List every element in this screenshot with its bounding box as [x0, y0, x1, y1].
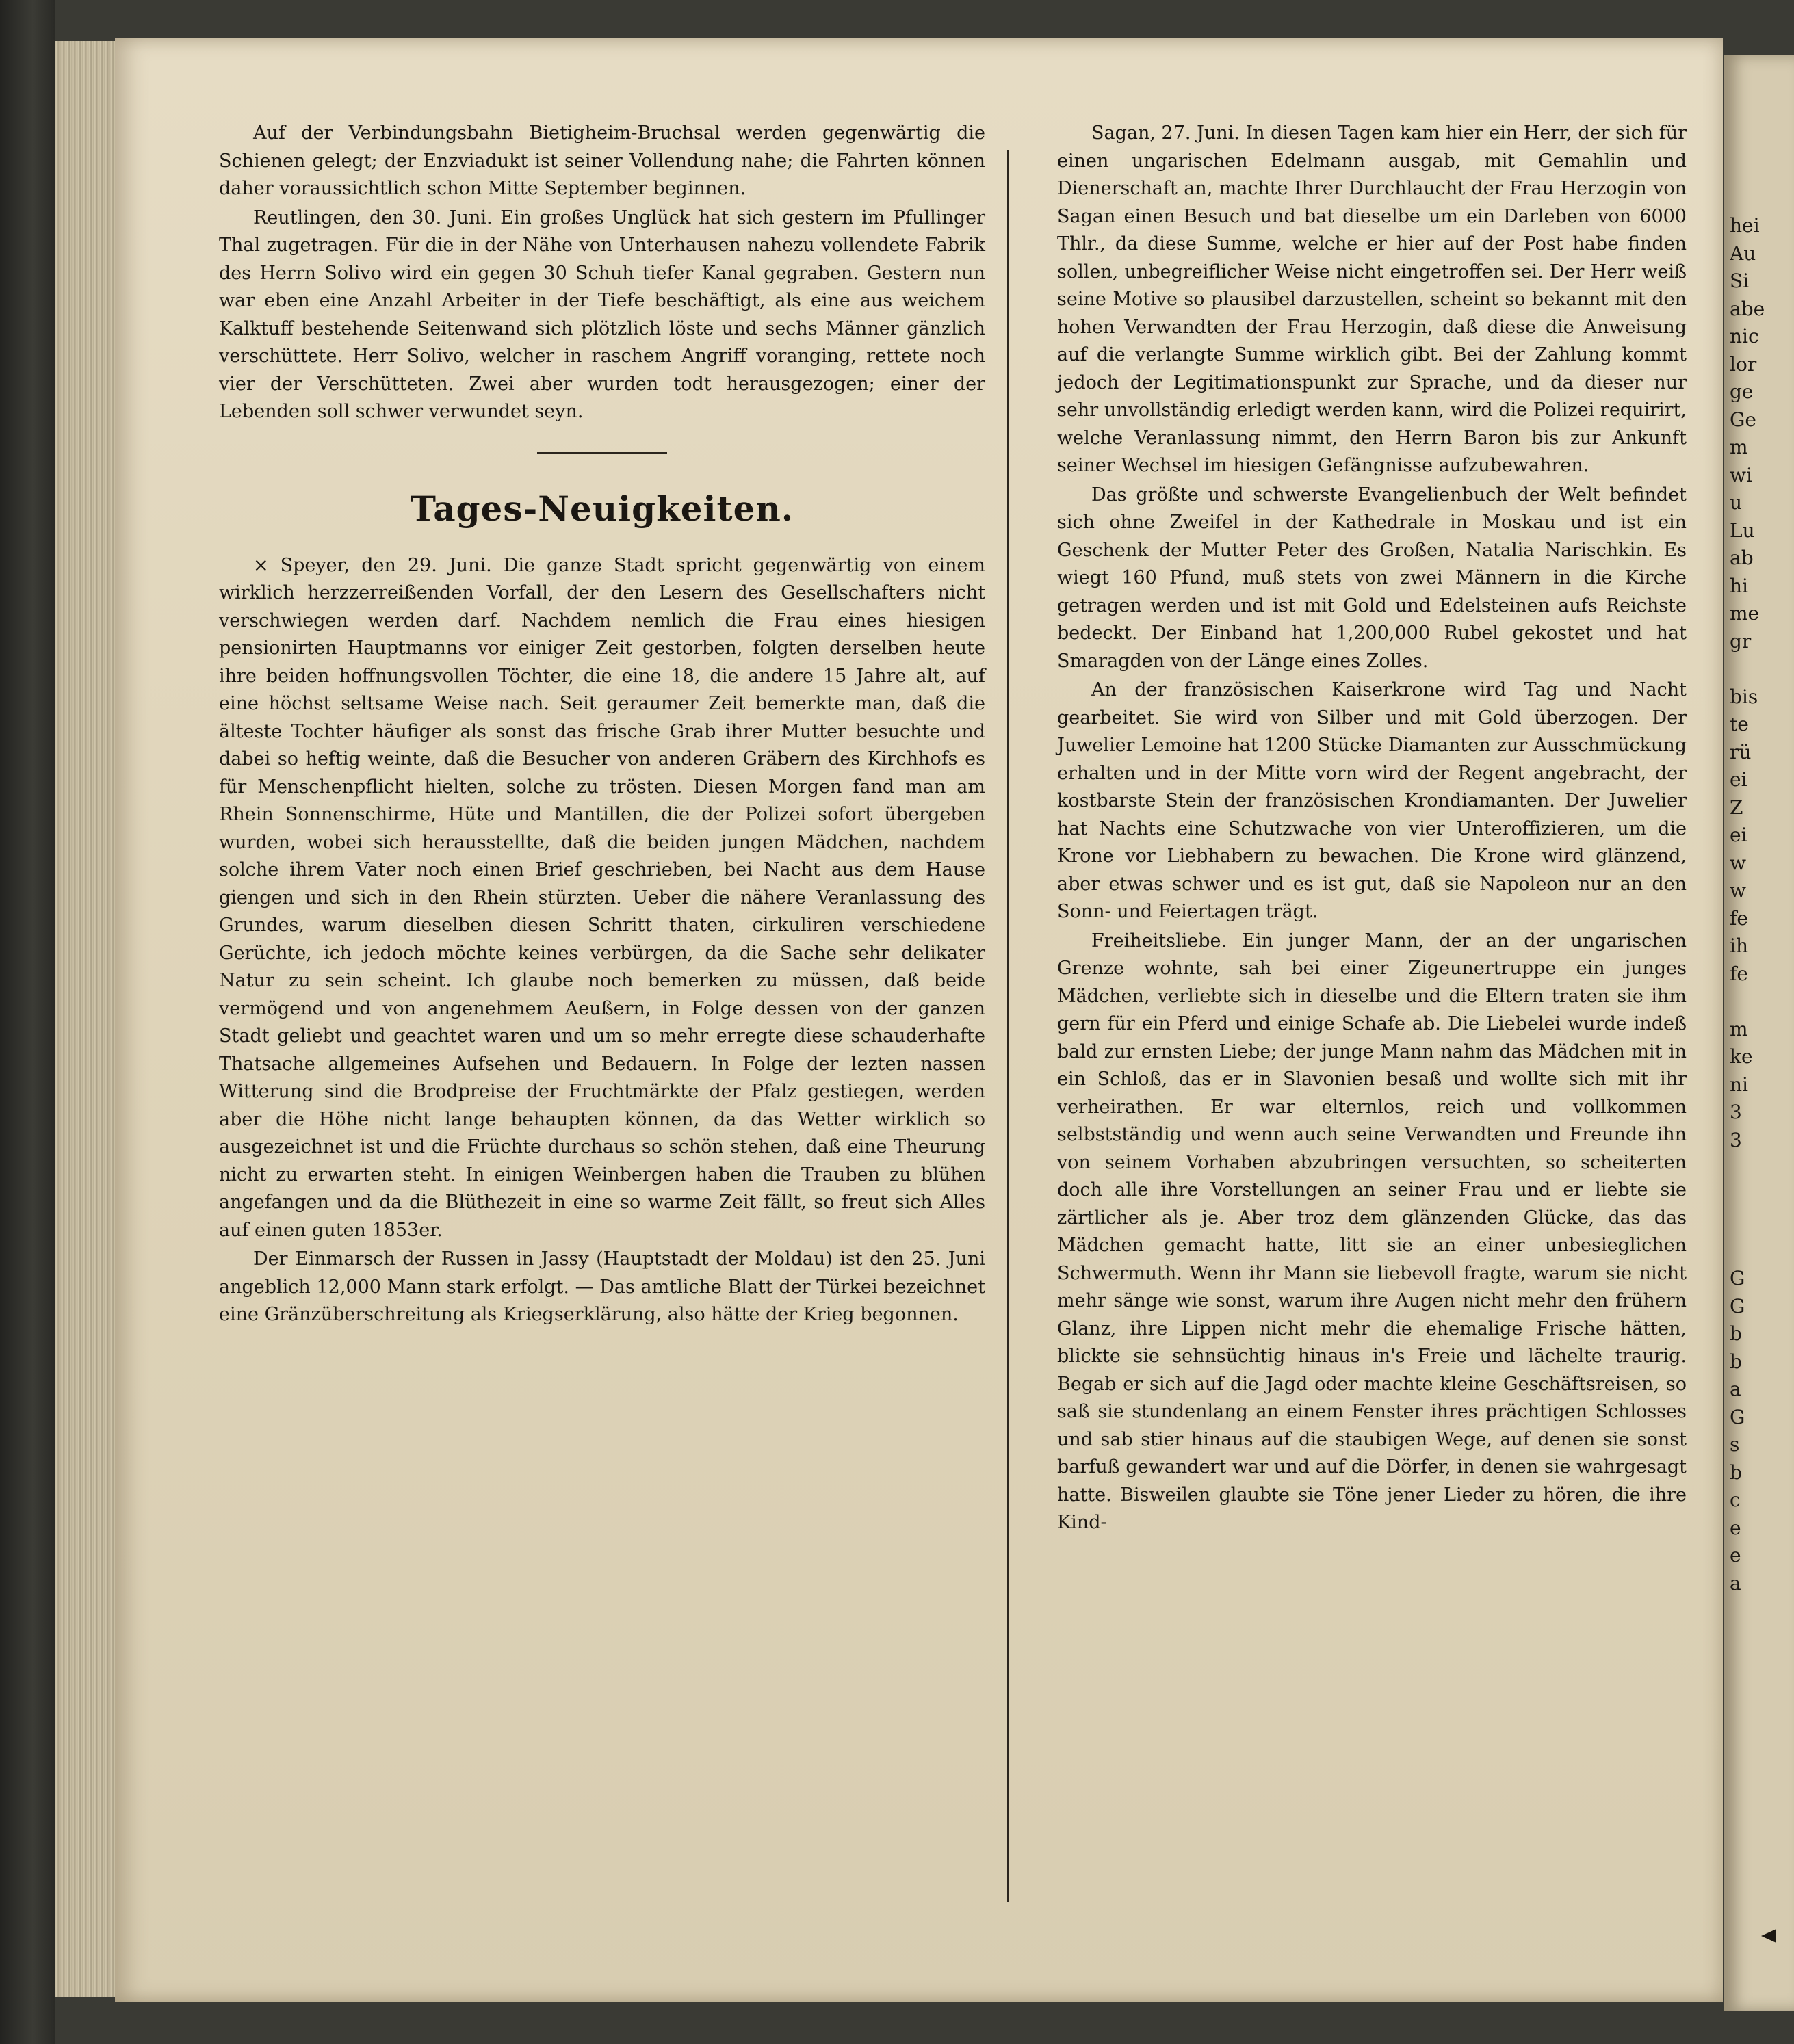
next-page-fragment: s [1730, 1433, 1740, 1456]
next-page-fragment [1730, 1764, 1793, 1792]
next-page-fragment [1730, 1736, 1793, 1764]
next-page-fragment: Si [1730, 270, 1750, 292]
next-page-fragment [1730, 1237, 1793, 1266]
next-page-fragment [1730, 1708, 1793, 1736]
next-page-fragment: Au [1730, 241, 1756, 265]
article-paragraph: Das größte und schwerste Evangelienbuch der Welt befindet sich ohne Zweifel in der Kathedrale in Moskau und ist ein Geschenk der Mutter Peter des Großen, Natalia Narischkin. Es wiegt 160 Pfund, muß stets von zwei Männern in die Kirche getragen werden und ist mit Gold und Edelsteinen aufs Reichste bedeckt. Der Einband hat 1,200,000 Rubel gekostet und hat Smaragden von der Länge eines Zolles. [1057, 484, 1687, 672]
next-page-fragment [1730, 1182, 1793, 1210]
next-page-fragment [1730, 1625, 1793, 1653]
page-edges [55, 41, 118, 1997]
next-page-fragment [1730, 1597, 1793, 1625]
next-page-fragment [1730, 655, 1793, 683]
next-page-fragment: w [1730, 851, 1746, 874]
next-page-text-fragments [1730, 212, 1793, 1958]
next-page-fragment [1730, 1154, 1793, 1182]
next-page-fragment: ei [1730, 768, 1747, 791]
next-page-fragment [1730, 1209, 1793, 1237]
next-page-fragment: G [1730, 1405, 1745, 1428]
next-page-fragment [1730, 988, 1793, 1016]
next-page-fragment: b [1730, 1322, 1742, 1345]
next-page-fragment: nic [1730, 325, 1759, 348]
next-page-fragment: G [1730, 1267, 1745, 1289]
article-paragraph: An der französischen Kaiserkrone wird Tag und Nacht gearbeitet. Sie wird von Silber und mit Gold überzogen. Der Juwelier Lemoine hat 1200 Stücke Diamanten zur Ausschmückung erhalten und in der Mitte vorn wird der Regent angebracht, der kostbarste Stein der französischen Krondiamanten. Der Juwelier hat Nachts eine Schutzwache von vier Unteroffizieren, um die Krone vor Liebhabern zu bewachen. Die Krone wird glänzend, aber etwas schwer und es ist gut, daß sie Napoleon nur an den Sonn- und Feiertagen trägt. [1057, 679, 1687, 922]
next-page-fragment: w [1730, 879, 1746, 902]
next-page-fragment [1730, 1902, 1793, 1930]
next-page-fragment: wi [1730, 463, 1752, 486]
article-paragraph: Freiheitsliebe. Ein junger Mann, der an der ungarischen Grenze wohnte, sah bei einer Zigeunertruppe ein junges Mädchen, verliebte sich in dieselbe und die Eltern traten sie ihm gern für ein Pferd und einige Schafe ab. Die Liebelei wurde indeß bald zur ernsten Liebe; der junge Mann nahm das Mädchen mit in ein Schloß, das er in Slavonien besaß und wollte sich mit ihr verheirathen. Er war elternlos, reich und vollkommen selbstständig und wenn auch seine Verwandten und Freunde ihn von seinem Vorhaben abzubringen versuchten, so scheiterten doch alle ihre Vorstellungen an seiner Frau und er liebte sie zärtlicher als je. Aber troz dem glänzenden Glücke, das das Mädchen gemacht hatte, litt sie an einer unbesieglichen Schwermuth. Wenn ihr Mann sie liebevoll fragte, warum sie nicht mehr sänge wie sonst, warum ihre Augen nicht mehr den frühern Glanz, ihre Lippen nicht mehr die ehemalige Frische hätten, blickte sie sehnsüchtig hinaus in's Freie und lächelte traurig. Begab er sich auf die Jagd oder machte kleine Geschäftsreisen, so saß sie stundenlang an einem Fenster ihres prächtigen Schlosses und sab stier hinaus auf die staubigen Wege, auf denen sie sonst barfuß gewandert war und auf die Dörfer, in denen sie wahrgesagt hatte. Bisweilen glaubte sie Töne jener Lieder zu hören, die ihre Kind- [1057, 930, 1687, 1533]
next-page-fragment: m [1730, 1017, 1748, 1040]
next-page-fragment: rü [1730, 740, 1752, 763]
section-divider [537, 452, 667, 454]
next-page-fragment: lor [1730, 352, 1757, 376]
next-page-fragment: ge [1730, 380, 1754, 403]
next-page-fragment: ei [1730, 824, 1747, 846]
next-page-fragment: me [1730, 602, 1760, 625]
next-page-fragment [1730, 1792, 1793, 1820]
next-page-fragment: hi [1730, 574, 1748, 597]
page-turn-mark [1761, 1929, 1776, 1943]
next-page-fragment: te [1730, 713, 1749, 735]
article-paragraph: × Speyer, den 29. Juni. Die ganze Stadt spricht gegenwärtig von einem wirklich herzzerreißenden Vorfall, der den Lesern des Gesellschafters nicht verschwiegen werden darf. Nachdem nemlich die Frau eines hiesigen pensionirten Hauptmanns vor einiger Zeit gestorben, folgten derselben heute ihre beiden hoffnungsvollen Töchter, die eine 18, die andere 15 Jahre alt, auf eine höchst seltsame Weise nach. Seit geraumer Zeit bemerkte man, daß die älteste Tochter häufiger als sonst das frische Grab ihrer Mutter besuchte und dabei so heftig weinte, daß die Besucher von anderen Gräbern des Kirchhofs es für Menschenpflicht hielten, solche zu trösten. Diesen Morgen fand man am Rhein Sonnenschirme, Hüte und Mantillen, die der Polizei sofort übergeben wurden, wobei sich herausstellte, daß die beiden jungen Mädchen, nachdem solche ihrem Vater noch einen Brief geschrieben, bei Nacht aus dem Hause giengen und sich in den Rhein stürzten. Ueber die nähere Veranlassung des Grundes, warum dieselben diesen Schritt thaten, cirkuliren verschiedene Gerüchte, ich jedoch möchte keines verbürgen, da die Sache sehr delikater Natur zu sein scheint. Ich glaube noch bemerken zu müssen, daß beide vermögend und von angenehmem Aeußern, in Folge dessen von der ganzen Stadt geliebt und geachtet waren und um so mehr erregte diese schauderhafte Thatsache allgemeines Aufsehen und Bedauern. In Folge der lezten nassen Witterung sind die Brodpreise der Fruchtmärkte der Pfalz gestiegen, werden aber die Höhe nicht lange behaupten können, da das Wetter wirklich so ausgezeichnet ist und die Früchte durchaus so schön stehen, daß eine Theurung nicht zu erwarten steht. In einigen Weinbergen haben die Trauben zu blühen angefangen und da die Blüthezeit in eine so warme Zeit fällt, so freut sich Alles auf einen guten 1853er. [219, 554, 985, 1241]
next-page-fragment: fe [1730, 962, 1748, 985]
next-page-edge [1724, 55, 1794, 2011]
next-page-fragment: b [1730, 1350, 1742, 1373]
next-page-fragment: u [1730, 491, 1743, 514]
next-page-fragment [1730, 1819, 1793, 1847]
next-page-fragment: bis [1730, 685, 1758, 708]
article-paragraph: Reutlingen, den 30. Juni. Ein großes Unglück hat sich gestern im Pfullinger Thal zugetragen. Für die in der Nähe von Unterhausen nahezu vollendete Fabrik des Herrn Solivo wird ein gegen 30 Schuh tiefer Kanal gegraben. Gestern nun war eben eine Anzahl Arbeiter in der Tiefe beschäftigt, als eine aus weichem Kalktuff bestehende Seitenwand sich plötzlich löste und sechs Männer gänzlich verschüttete. Herr Solivo, welcher in raschem Angriff voranging, rettete noch vier der Verschütteten. Zwei aber wurden todt herausgezogen; einer der Lebenden soll schwer verwundet seyn. [219, 207, 985, 422]
article-paragraph: Der Einmarsch der Russen in Jassy (Hauptstadt der Moldau) ist den 25. Juni angeblich 12,000 Mann stark erfolgt. — Das amtliche Blatt der Türkei bezeichnet eine Gränzüberschreitung als Kriegserklärung, also hätte der Krieg begonnen. [219, 1248, 985, 1325]
next-page-fragment: ni [1730, 1073, 1748, 1096]
article-paragraph: Auf der Verbindungsbahn Bietigheim-Bruchsal werden gegenwärtig die Schienen gelegt; der Enzviadukt ist seiner Vollendung nahe; die Fahrten können daher voraussichtlich schon Mitte September beginnen. [219, 122, 985, 199]
next-page-fragment: hei [1730, 214, 1760, 237]
next-page-fragment [1730, 1874, 1793, 1902]
next-page-fragment: m [1730, 436, 1748, 458]
article-paragraph: Sagan, 27. Juni. In diesen Tagen kam hier ein Herr, der sich für einen ungarischen Edelmann ausgab, mit Gemahlin und Dienerschaft an, machte Ihrer Durchlaucht der Frau Herzogin von Sagan einen Besuch und bat dieselbe um ein Darleben von 6000 Thlr., da diese Summe, welche er hier auf der Post habe finden sollen, unbegreiflicher Weise nicht eingetroffen sei. Der Herr weiß seine Motive so plausibel darzustellen, scheint so bekannt mit den hohen Verwandten der Frau Herzogin, daß diese die Anweisung auf die verlangte Summe wirklich gibt. Bei der Zahlung kommt jedoch der Legitimationspunkt zur Sprache, und da dieser nur sehr unvollständig erledigt werden kann, wird die Polizei requirirt, welche Veranlassung nimmt, den Herrn Baron bis zur Ankunft seiner Wechsel im hiesigen Gefängnisse aufzubewahren. [1057, 122, 1687, 476]
next-page-fragment: fe [1730, 906, 1748, 930]
next-page-fragment [1730, 1653, 1793, 1681]
next-page-fragment: ke [1730, 1045, 1753, 1068]
next-page-fragment: ab [1730, 547, 1754, 569]
book-binding [0, 0, 55, 2044]
left-column [219, 120, 985, 1329]
next-page-fragment: e [1730, 1516, 1741, 1539]
next-page-fragment: Ge [1730, 408, 1756, 431]
next-page-fragment: 3 [1730, 1128, 1742, 1151]
next-page-fragment [1730, 1681, 1793, 1709]
next-page-fragment: Z [1730, 796, 1743, 819]
next-page-fragment: Lu [1730, 519, 1755, 542]
next-page-fragment: gr [1730, 629, 1752, 653]
section-heading: Tages-Neuigkeiten. [410, 488, 794, 529]
next-page-fragment: b [1730, 1460, 1742, 1484]
next-page-fragment: ih [1730, 934, 1748, 957]
next-page-fragment: 3 [1730, 1101, 1742, 1123]
next-page-fragment: abe [1730, 297, 1765, 320]
next-page-fragment: a [1730, 1571, 1741, 1595]
next-page-fragment: e [1730, 1544, 1741, 1567]
right-column [1057, 120, 1687, 1537]
next-page-fragment [1730, 1847, 1793, 1875]
column-divider [1007, 150, 1009, 1902]
next-page-fragment: a [1730, 1378, 1741, 1400]
next-page-fragment: G [1730, 1294, 1745, 1318]
next-page-fragment: c [1730, 1489, 1741, 1511]
